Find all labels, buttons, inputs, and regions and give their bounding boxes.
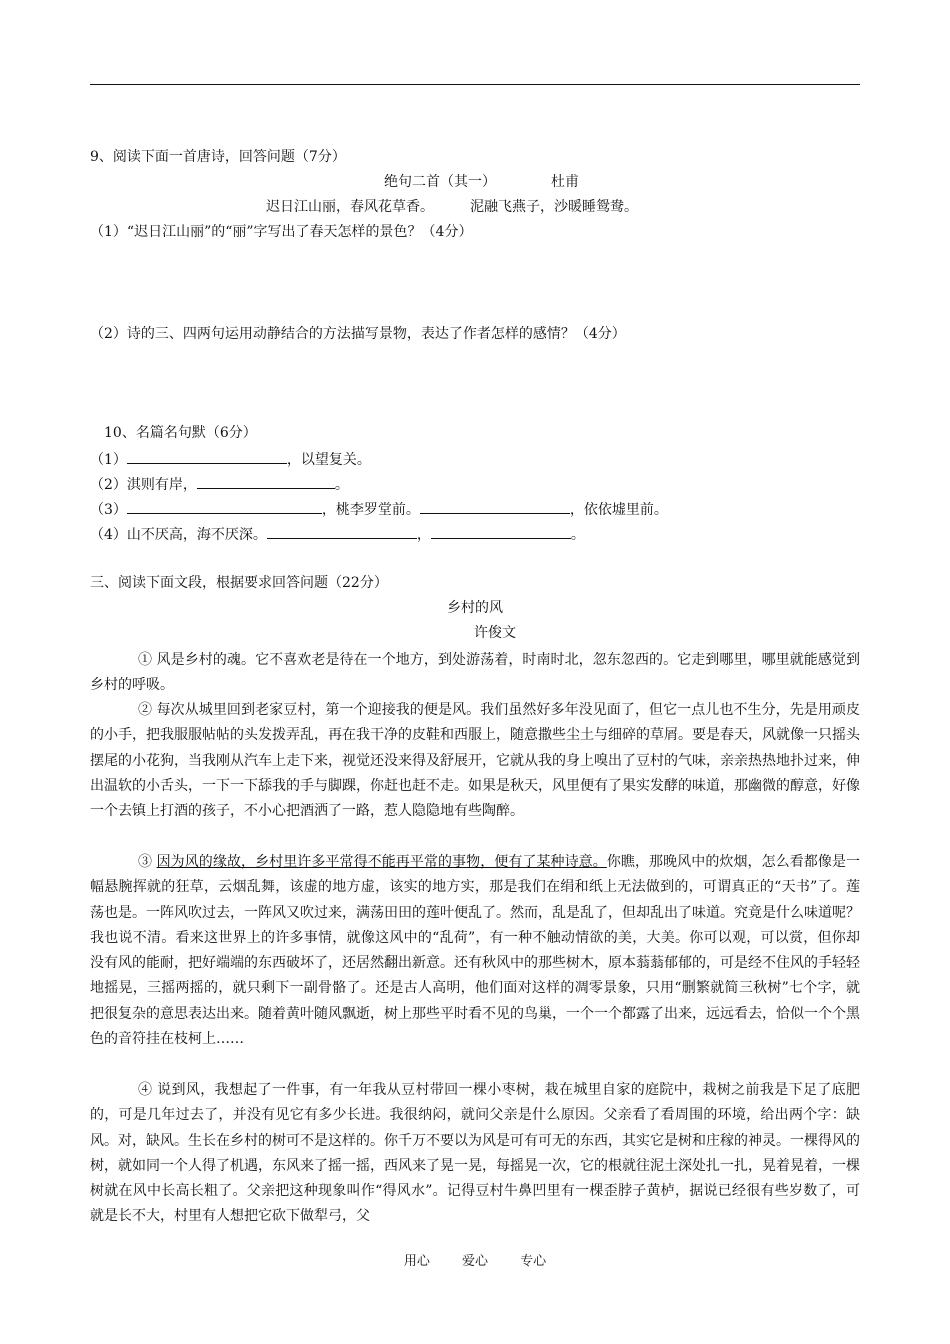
paragraph-3: [90, 850, 860, 1052]
q10-item4-prefix: （4）山不厌高，海不厌深。: [90, 527, 267, 543]
poem-title: 绝句二首（其一）: [384, 174, 496, 190]
paragraph-3-rest: 你瞧，那晚风中的炊烟，怎么看都像是一幅悬腕挥就的狂草，云烟乱舞，该虚的地方虚，该实的地方实，那是我们在绢和纸上无法做到的，可谓真正的“天书”了。莲荡也是。一阵风吹过去，一阵风又吹过来，满荡田田的莲叶便乱了。然而，乱是乱了，但却乱出了味道。究竟是什么味道呢？我也说不清。看来这世界上的许多事情，就像这风中的“乱荷”，有一种不触动情欲的美，大美。你可以观，可以赏，但你却没有风的能耐，把好端端的东西破坏了，还居然翻出新意。还有秋风中的那些树木，原本蓊蓊郁郁的，可是经不住风的手轻轻地摇晃，三摇两摇的，就只剩下一副骨骼了。还是古人高明，他们面对这样的凋零景象，只用“删繁就简三秋树”七个字，就把很复杂的意思表达出来。随着黄叶随风飘逝，树上那些平时看不见的鸟巢，一个一个都露了出来，远远看去，恰似一个个黑色的音符挂在枝柯上……: [90, 854, 861, 1048]
article-title: 乡村的风: [447, 600, 503, 616]
q10-item1-prefix: （1）: [90, 452, 127, 468]
q10-item3-after: ，依依墟里前。: [569, 502, 668, 518]
header-rule: [90, 84, 860, 85]
answer-blank[interactable]: [431, 524, 571, 539]
footer-text-1: 用心: [403, 1254, 430, 1269]
q10-item-4: [90, 524, 585, 545]
article-author: 许俊文: [474, 625, 516, 641]
q10-item4-after: 。: [570, 527, 585, 543]
q9-sub1: （1）“迟日江山丽”的“丽”字写出了春天怎样的景色？（4分）: [90, 224, 473, 240]
q9-sub2: （2）诗的三、四两句运用动静结合的方法描写景物，表达了作者怎样的感情？（4分）: [90, 326, 626, 342]
q10-item4-mid: ，: [416, 527, 431, 543]
footer-text-2: 爱心: [461, 1254, 488, 1269]
q10-item-3: [90, 499, 668, 520]
answer-blank[interactable]: [127, 499, 322, 514]
poem-author: 杜甫: [551, 174, 579, 190]
q10-title: 10、名篇名句默（6分）: [104, 425, 257, 441]
q10-item-2: [90, 474, 349, 495]
q10-item2-prefix: （2）淇则有岸，: [90, 477, 197, 493]
q10-item3-prefix: （3）: [90, 502, 127, 518]
paragraph-4: ④ 说到风，我想起了一件事，有一年我从豆村带回一棵小枣树，栽在城里自家的庭院中，栽树之前我是下足了底肥的，可是几年过去了，并没有见它有多少长进。我很纳闷，就问父亲是什么原因。父亲看了看周围的环境，给出两个字：缺风。对，缺风。生长在乡村的树可不是这样的。你千万不要以为风是可有可无的东西，其实它是树和庄稼的神灵。一棵得风的树，就如同一个人得了机遇，东风来了摇一摇，西风来了晃一晃，每摇晃一次，它的根就往泥土深处扎一扎，晃着晃着，一棵树就在风中长高长粗了。父亲把这种现象叫作“得风水”。记得豆村牛鼻凹里有一棵歪脖子黄栌，据说已经很有些岁数了，可就是长不大，村里有人想把它砍下做犁弓，父: [90, 1082, 860, 1225]
paragraph-1: ① 风是乡村的魂。它不喜欢老是待在一个地方，到处游荡着，时南时北，忽东忽西的。它走到哪里，哪里就能感觉到乡村的呼吸。: [90, 652, 860, 694]
paragraph-2: ② 每次从城里回到老家豆村，第一个迎接我的便是风。我们虽然好多年没见面了，但它一点儿也不生分，先是用顽皮的小手，把我服服帖帖的头发拨弄乱，再在我干净的皮鞋和西服上，随意撒些尘土与细碎的草屑。要是春天，风就像一只摇头摆尾的小花狗，当我刚从汽车上走下来，视觉还没来得及舒展开，它就从我的身上嗅出了豆村的气味，亲亲热热地扑过来，伸出温软的小舌头，一下一下舔我的手与脚踝，你赶也赶不走。如果是秋天，风里便有了果实发酵的味道，那幽微的醇意，好像一个去镇上打酒的孩子，不小心把酒洒了一路，惹人隐隐地有些陶醉。: [90, 702, 860, 820]
page-footer: [0, 1250, 950, 1269]
q10-item1-after: ，以望复关。: [286, 452, 371, 468]
q10-item3-mid: ，桃李罗堂前。: [321, 502, 420, 518]
q10-item-1: [90, 449, 371, 470]
answer-blank[interactable]: [420, 499, 570, 514]
answer-blank[interactable]: [267, 524, 417, 539]
q10-item2-after: 。: [334, 477, 349, 493]
paragraph-3-number: ③: [138, 854, 157, 870]
poem-line-1: 迟日江山丽，春风花草香。: [266, 199, 434, 215]
poem-line-2: 泥融飞燕子，沙暖睡鸳鸯。: [470, 199, 638, 215]
answer-blank[interactable]: [197, 474, 335, 489]
q9-title: 9、阅读下面一首唐诗，回答问题（7分）: [90, 149, 346, 165]
answer-blank[interactable]: [127, 449, 287, 464]
section3-title: 三、阅读下面文段，根据要求回答问题（22分）: [90, 575, 388, 591]
underlined-sentence: 因为风的缘故，乡村里许多平常得不能再平常的事物，便有了某种诗意。: [156, 854, 607, 870]
footer-text-3: 专心: [520, 1254, 547, 1269]
